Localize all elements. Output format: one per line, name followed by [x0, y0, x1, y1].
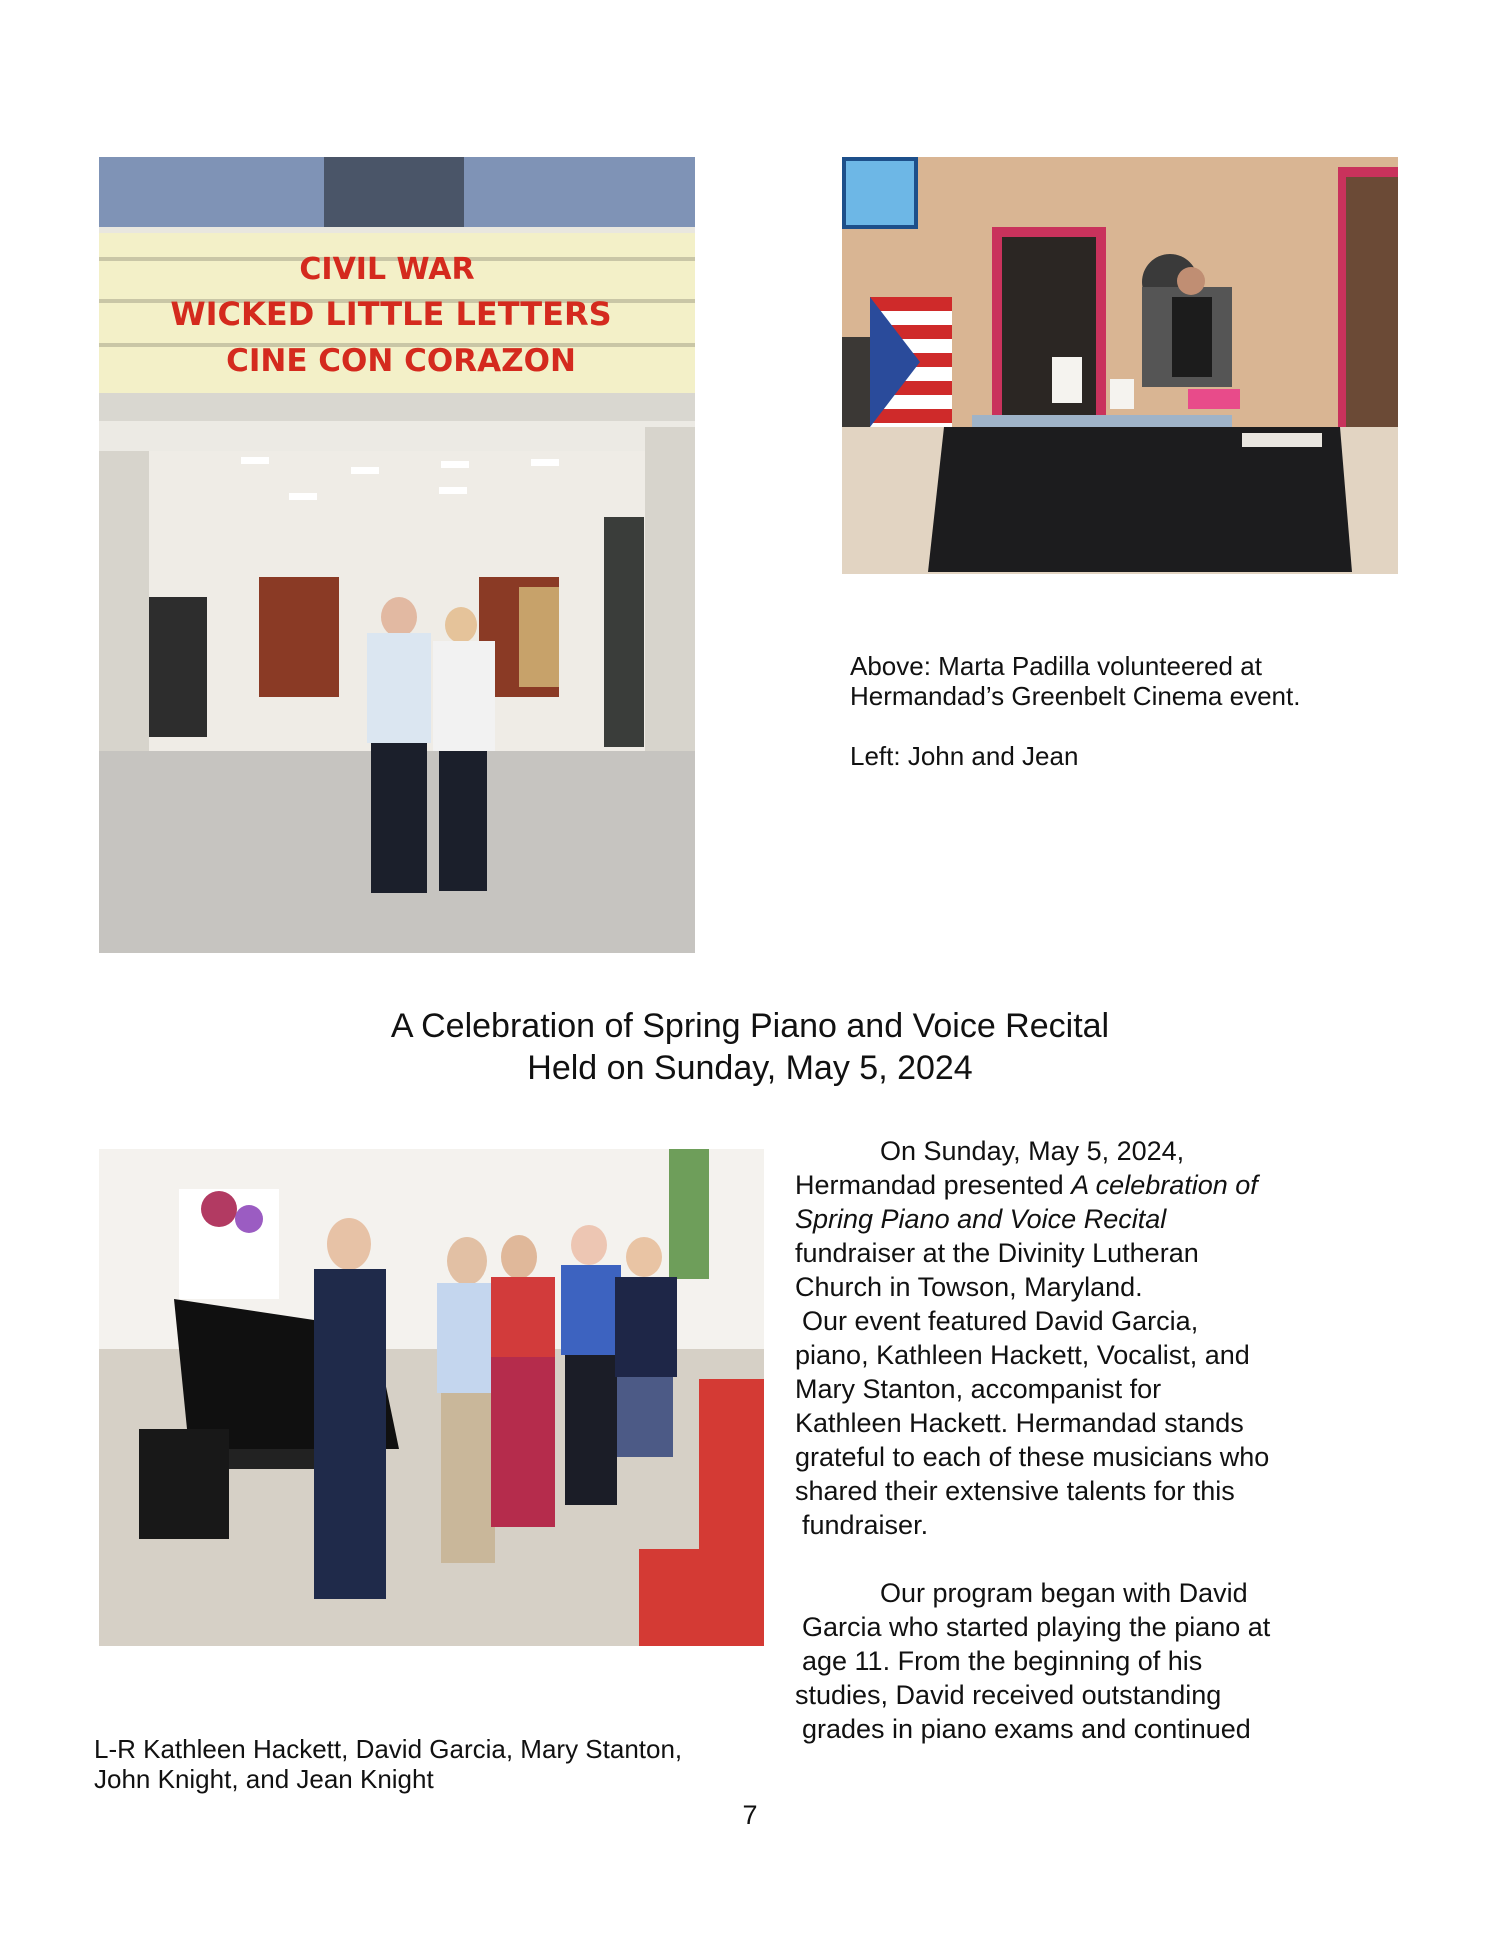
- article-line: fundraiser.: [802, 1510, 929, 1540]
- article-line: Kathleen Hackett. Hermandad stands: [795, 1408, 1244, 1438]
- recital-group-photo: [99, 1149, 764, 1646]
- article-line: grateful to each of these musicians who: [795, 1442, 1270, 1472]
- caption-left: Left: John and Jean: [850, 741, 1079, 771]
- article-line: [795, 1202, 1355, 1236]
- group-caption-line-1: L-R Kathleen Hackett, David Garcia, Mary Stanton,: [94, 1734, 683, 1764]
- marquee-line-1: CIVIL WAR: [299, 252, 475, 287]
- article-line: Our event featured David Garcia,: [802, 1306, 1199, 1336]
- article-line: fundraiser at the Divinity Lutheran: [795, 1238, 1199, 1268]
- page-number: 7: [742, 1800, 758, 1830]
- headline-line-1: A Celebration of Spring Piano and Voice Recital: [390, 1007, 1110, 1045]
- article-line: Garcia who started playing the piano at: [802, 1612, 1271, 1642]
- paragraph-gap: [795, 1542, 1355, 1576]
- volunteer-table-photo: [842, 157, 1398, 574]
- caption-above: Above: Marta Padilla volunteered at Hermandad’s Greenbelt Cinema event.: [850, 651, 1301, 711]
- group-photo-caption: [94, 1734, 814, 1794]
- article-line: grades in piano exams and continued: [802, 1714, 1251, 1744]
- marquee-line-3: CINE CON CORAZON: [226, 343, 576, 379]
- event-title-italic: A celebration of: [1071, 1170, 1258, 1200]
- group-caption-line-2: John Knight, and Jean Knight: [94, 1764, 434, 1794]
- headline-line-2: Held on Sunday, May 5, 2024: [527, 1049, 973, 1087]
- caption-gap: [850, 711, 1370, 741]
- article-body: [795, 1134, 1355, 1746]
- article-line: On Sunday, May 5, 2024,: [880, 1136, 1185, 1166]
- article-text: Hermandad presented: [795, 1170, 1072, 1200]
- article-line: Church in Towson, Maryland.: [795, 1272, 1143, 1302]
- photo-caption-block: [850, 651, 1370, 771]
- event-title-italic: Spring Piano and Voice Recital: [795, 1204, 1167, 1234]
- article-line: [795, 1168, 1355, 1202]
- article-line: shared their extensive talents for this: [795, 1476, 1235, 1506]
- article-line: age 11. From the beginning of his: [802, 1646, 1203, 1676]
- article-line: Mary Stanton, accompanist for: [795, 1374, 1162, 1404]
- article-line: Our program began with David: [880, 1578, 1248, 1608]
- marquee-line-2: WICKED LITTLE LETTERS: [170, 295, 612, 333]
- article-headline: [0, 1005, 1500, 1089]
- article-line: studies, David received outstanding: [795, 1680, 1222, 1710]
- article-line: piano, Kathleen Hackett, Vocalist, and: [795, 1340, 1250, 1370]
- theater-marquee-photo: [99, 157, 695, 953]
